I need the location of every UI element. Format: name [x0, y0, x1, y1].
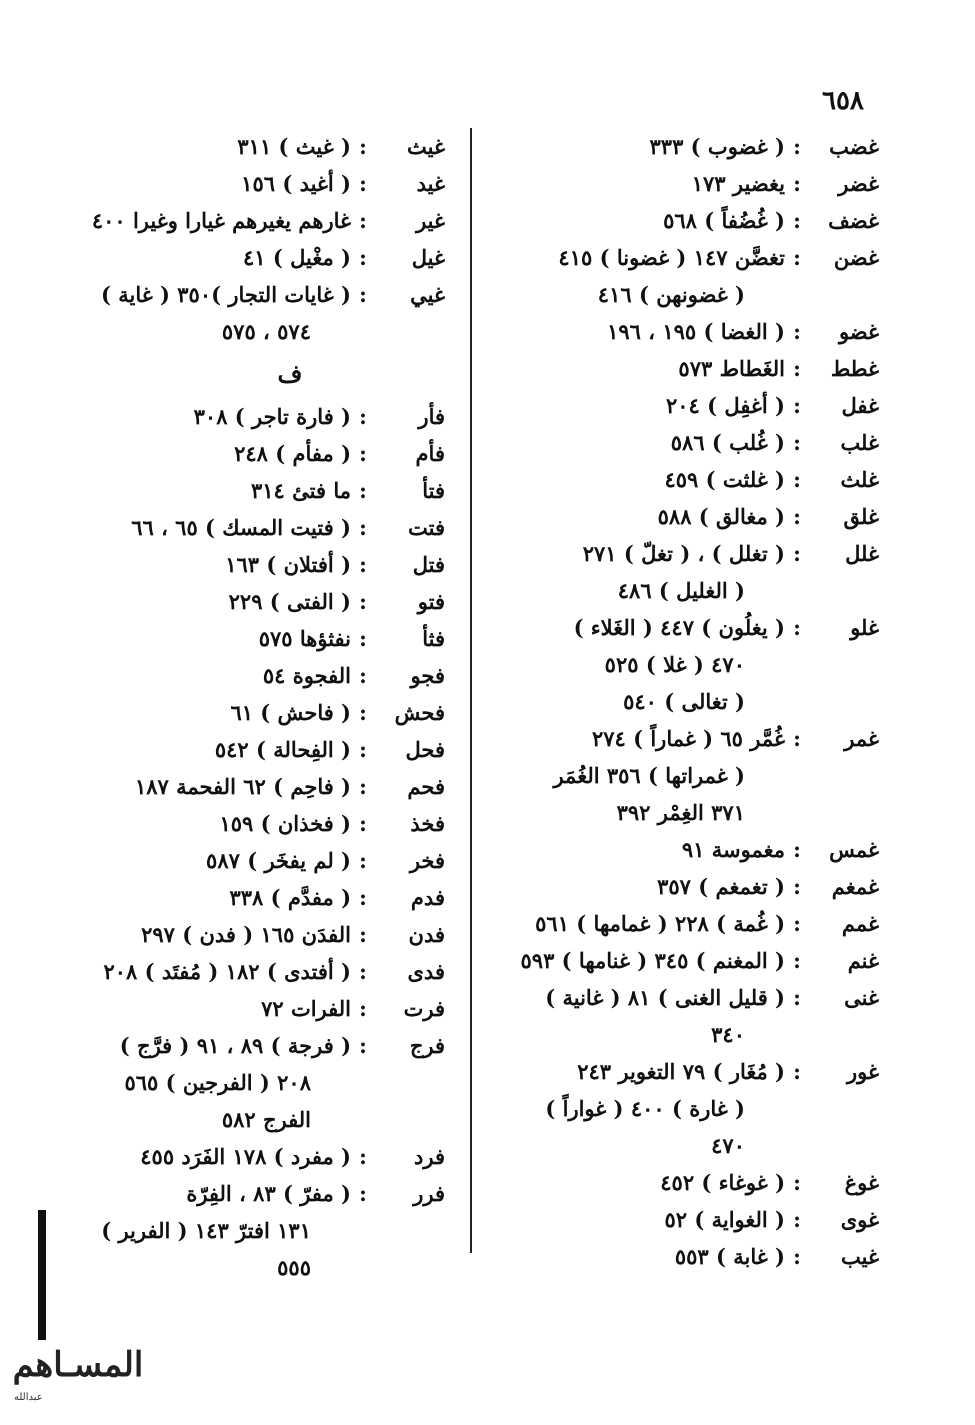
entry-root: غضب	[829, 134, 879, 159]
entry-lines	[55, 657, 351, 694]
entry-line: ( الغواية ) ٥٢	[664, 1207, 785, 1232]
index-entry	[499, 498, 879, 535]
entry-root: فأر	[418, 404, 445, 429]
index-entry	[55, 990, 445, 1027]
entry-line: ٣٤٠	[711, 1022, 745, 1047]
entry-root: فرر	[413, 1181, 445, 1206]
entry-line: الفرات ٧٢	[261, 996, 351, 1021]
entry-line: تغضَّن ١٤٧ ( غضونا ) ٤١٥	[558, 245, 785, 270]
entry-root: فحم	[407, 774, 445, 799]
index-entry	[499, 831, 879, 868]
entry-colon: :	[793, 356, 801, 381]
entry-colon: :	[359, 441, 367, 466]
entry-colon: :	[793, 837, 801, 862]
entry-colon: :	[793, 393, 801, 418]
entry-root: فتت	[408, 515, 445, 540]
entry-colon: :	[359, 404, 367, 429]
entry-root: غيد	[416, 171, 445, 196]
entry-root: فخذ	[410, 811, 445, 836]
entry-lines	[55, 398, 351, 435]
entry-line: ( يغلُون ) ٤٤٧ ( الغَلاء )	[573, 615, 785, 640]
entry-colon: :	[359, 700, 367, 725]
entry-line: ( لم يفخَر ) ٥٨٧	[206, 848, 351, 873]
index-entry	[55, 472, 445, 509]
entry-line: ( غابة ) ٥٥٣	[674, 1244, 785, 1269]
index-entry	[55, 546, 445, 583]
index-entry	[499, 313, 879, 350]
index-entry	[55, 879, 445, 916]
entry-lines	[55, 1138, 351, 1175]
entry-colon: :	[793, 874, 801, 899]
entry-line: ٤٧٠ ( غلا ) ٥٢٥	[604, 652, 745, 677]
index-entry	[55, 731, 445, 768]
entry-colon: :	[359, 552, 367, 577]
entry-root: غنى	[844, 985, 879, 1010]
entry-line: ( تغلل ) ، ( تغلّ ) ٢٧١	[582, 541, 785, 566]
entry-line: ( تغمغم ) ٣٥٧	[657, 874, 785, 899]
entry-line: ( فاحش ) ٦١	[230, 700, 351, 725]
entry-line: غارهم يغيرهم غيارا وغيرا ٤٠٠	[91, 208, 351, 233]
index-entry	[499, 1053, 879, 1164]
entry-root: فرد	[414, 1144, 445, 1169]
entry-lines	[499, 979, 785, 1053]
entry-lines	[55, 620, 351, 657]
column-divider	[470, 128, 472, 1253]
index-entry	[55, 239, 445, 276]
entry-lines	[55, 842, 351, 879]
entry-line: الفرج ٥٨٢	[221, 1107, 311, 1132]
index-entry	[55, 128, 445, 165]
entry-lines	[499, 498, 785, 535]
entry-line: ( قليل الغنى ) ٨١ ( غانية )	[545, 985, 785, 1010]
entry-root: غلب	[840, 430, 879, 455]
index-entry	[55, 435, 445, 472]
entry-root: غضر	[838, 171, 879, 196]
index-entry	[499, 1238, 879, 1275]
entry-lines	[55, 879, 351, 916]
entry-root: فرج	[409, 1033, 445, 1058]
entry-line: ( الغضا ) ١٩٥ ، ١٩٦	[607, 319, 785, 344]
index-entry	[55, 694, 445, 731]
entry-root: غيل	[411, 245, 445, 270]
entry-root: غطط	[830, 356, 879, 381]
entry-line: ٣٧١ الغِمْر ٣٩٢	[616, 800, 745, 825]
entry-line: ( أغيد ) ١٥٦	[241, 171, 351, 196]
entry-root: غلل	[845, 541, 879, 566]
entry-root: غير	[416, 208, 445, 233]
entry-colon: :	[359, 134, 367, 159]
entry-line: ( غارة ) ٤٠٠ ( غواراً )	[545, 1096, 745, 1121]
entry-lines	[55, 276, 351, 350]
entry-root: فدم	[410, 885, 445, 910]
entry-lines	[55, 509, 351, 546]
entry-colon: :	[793, 615, 801, 640]
entry-root: غوغ	[844, 1170, 879, 1195]
left-column-top	[55, 128, 445, 350]
entry-colon: :	[359, 515, 367, 540]
index-entry	[55, 916, 445, 953]
entry-line: ( فرجة ) ٨٩ ، ٩١ ( فرَّج )	[119, 1033, 351, 1058]
entry-root: فتأ	[422, 478, 445, 503]
entry-line: الفجوة ٥٤	[262, 663, 351, 688]
entry-line: الفدَن ١٦٥ ( فدن ) ٢٩٧	[141, 922, 351, 947]
entry-lines	[55, 990, 351, 1027]
entry-root: غور	[847, 1059, 879, 1084]
entry-line: ( فارة تاجر ) ٣٠٨	[193, 404, 351, 429]
library-stamp: المسـاهم	[12, 1345, 144, 1385]
entry-lines	[499, 128, 785, 165]
entry-lines	[55, 202, 351, 239]
entry-lines	[499, 1053, 785, 1164]
entry-line: ( تغالى ) ٥٤٠	[623, 689, 745, 714]
entry-root: غمر	[844, 726, 879, 751]
entry-line: ( فتيت المسك ) ٦٥ ، ٦٦	[131, 515, 351, 540]
entry-root: غيي	[410, 282, 445, 307]
entry-line: ( غوغاء ) ٤٥٢	[660, 1170, 785, 1195]
entry-colon: :	[359, 282, 367, 307]
entry-colon: :	[793, 1059, 801, 1084]
entry-root: فأم	[415, 441, 445, 466]
index-entry	[499, 535, 879, 609]
entry-lines	[55, 805, 351, 842]
index-entry	[499, 128, 879, 165]
entry-lines	[55, 1175, 351, 1286]
index-entry	[55, 620, 445, 657]
entry-root: غلث	[840, 467, 879, 492]
entry-line: ( غُمة ) ٢٢٨ ( غمامها ) ٥٦١	[535, 911, 785, 936]
entry-lines	[499, 387, 785, 424]
entry-root: فتو	[417, 589, 445, 614]
entry-colon: :	[793, 726, 801, 751]
entry-colon: :	[793, 430, 801, 455]
entry-line: ( مغالق ) ٥٨٨	[657, 504, 785, 529]
entry-lines	[499, 1164, 785, 1201]
entry-lines	[499, 609, 785, 720]
right-column	[499, 128, 879, 1275]
index-entry	[499, 868, 879, 905]
entry-lines	[499, 350, 785, 387]
index-entry	[55, 1138, 445, 1175]
entry-lines	[499, 239, 785, 313]
entry-line: ( غيث ) ٣١١	[237, 134, 351, 159]
entry-line: ( أفتلان ) ١٦٣	[225, 552, 351, 577]
index-entry	[499, 1164, 879, 1201]
index-entry	[499, 461, 879, 498]
entry-lines	[499, 868, 785, 905]
entry-line: ( غضونهن ) ٤١٦	[597, 282, 745, 307]
index-entry	[55, 768, 445, 805]
entry-colon: :	[793, 134, 801, 159]
entry-colon: :	[793, 171, 801, 196]
entry-root: غيث	[407, 134, 445, 159]
entry-colon: :	[793, 504, 801, 529]
entry-line: نفثؤها ٥٧٥	[258, 626, 351, 651]
entry-lines	[55, 472, 351, 509]
entry-lines	[499, 202, 785, 239]
entry-line: ( الفتى ) ٢٢٩	[228, 589, 351, 614]
entry-line: ( الفِحالة ) ٥٤٢	[214, 737, 351, 762]
entry-line: ( غضوب ) ٣٣٣	[649, 134, 785, 159]
index-entry	[55, 583, 445, 620]
index-entry	[55, 276, 445, 350]
entry-root: فثأ	[422, 626, 445, 651]
entry-root: فرت	[403, 996, 445, 1021]
entry-root: فخر	[409, 848, 445, 873]
entry-lines	[55, 916, 351, 953]
entry-line: ( مفأم ) ٢٤٨	[234, 441, 351, 466]
entry-root: فدن	[408, 922, 445, 947]
index-entry	[499, 1201, 879, 1238]
entry-line: ( أفتدى ) ١٨٢ ( مُفتَد ) ٢٠٨	[103, 959, 351, 984]
index-entry	[499, 609, 879, 720]
page-edge-bar	[38, 1210, 46, 1340]
entry-root: غفل	[841, 393, 879, 418]
entry-root: غلو	[850, 615, 879, 640]
entry-root: فدى	[407, 959, 445, 984]
entry-colon: :	[359, 171, 367, 196]
index-entry	[499, 350, 879, 387]
index-entry	[499, 905, 879, 942]
entry-lines	[499, 461, 785, 498]
entry-line: ( فاحِم ) ٦٢ الفحمة ١٨٧	[134, 774, 351, 799]
entry-lines	[55, 239, 351, 276]
entry-colon: :	[793, 1244, 801, 1269]
entry-colon: :	[359, 774, 367, 799]
entry-colon: :	[793, 948, 801, 973]
left-column-bottom	[55, 398, 445, 1286]
entry-root: فجو	[410, 663, 445, 688]
entry-root: فحش	[394, 700, 445, 725]
entry-colon: :	[359, 245, 367, 270]
entry-colon: :	[793, 541, 801, 566]
entry-colon: :	[793, 319, 801, 344]
entry-line: ما فتئ ٣١٤	[251, 478, 351, 503]
entry-root: غوى	[840, 1207, 879, 1232]
entry-lines	[55, 165, 351, 202]
entry-lines	[499, 720, 785, 831]
entry-line: ( فخذان ) ١٥٩	[219, 811, 351, 836]
entry-colon: :	[359, 1144, 367, 1169]
entry-line: ( الغليل ) ٤٨٦	[617, 578, 745, 603]
entry-line: ( غُضُفاً ) ٥٦٨	[663, 208, 785, 233]
entry-colon: :	[793, 985, 801, 1010]
entry-lines	[499, 165, 785, 202]
entry-lines	[55, 435, 351, 472]
entry-colon: :	[359, 478, 367, 503]
entry-line: ( غايات التجار )٣٥٠ ( غاية )	[100, 282, 351, 307]
entry-lines	[55, 731, 351, 768]
entry-root: فحل	[405, 737, 445, 762]
entry-line: ( غلثت ) ٤٥٩	[664, 467, 785, 492]
library-stamp-sub: عبدالله	[14, 1392, 43, 1403]
entry-root: غمم	[841, 911, 879, 936]
index-entry	[55, 657, 445, 694]
index-entry	[55, 1175, 445, 1286]
entry-line: مغموسة ٩١	[681, 837, 785, 862]
index-entry	[499, 720, 879, 831]
entry-lines	[499, 424, 785, 461]
entry-lines	[499, 942, 785, 979]
entry-line: ٤٧٠	[711, 1133, 745, 1158]
entry-line: ( غُلب ) ٥٨٦	[670, 430, 785, 455]
entry-colon: :	[359, 589, 367, 614]
entry-line: ٢٠٨ ( الفرجين ) ٥٦٥	[124, 1070, 311, 1095]
entry-root: غنم	[847, 948, 879, 973]
entry-colon: :	[793, 467, 801, 492]
entry-root: غلق	[843, 504, 879, 529]
entry-line: ( مفرّ ) ٨٣ ، الفِرّة	[186, 1181, 351, 1206]
entry-line: ( أغفِل ) ٢٠٤	[666, 393, 785, 418]
index-entry	[55, 805, 445, 842]
entry-lines	[55, 583, 351, 620]
entry-lines	[499, 535, 785, 609]
entry-colon: :	[359, 663, 367, 688]
entry-colon: :	[359, 922, 367, 947]
entry-root: فتل	[412, 552, 445, 577]
entry-colon: :	[359, 1181, 367, 1206]
entry-colon: :	[359, 208, 367, 233]
entry-lines	[499, 905, 785, 942]
entry-root: غمس	[829, 837, 879, 862]
entry-line: ( غمراتها ) ٣٥٦ الغُمَر	[553, 763, 745, 788]
entry-lines	[499, 831, 785, 868]
entry-lines	[55, 546, 351, 583]
entry-colon: :	[793, 911, 801, 936]
entry-line: ( المغنم ) ٣٤٥ ( غنامها ) ٥٩٣	[520, 948, 785, 973]
entry-root: غيب	[841, 1244, 879, 1269]
entry-lines	[55, 953, 351, 990]
entry-line: ( مُغَار ) ٧٩ التغوير ٢٤٣	[577, 1059, 785, 1084]
entry-colon: :	[359, 811, 367, 836]
entry-line: يغضير ١٧٣	[691, 171, 785, 196]
entry-lines	[499, 1201, 785, 1238]
entry-root: غضن	[833, 245, 879, 270]
left-column	[55, 128, 445, 1286]
index-entry	[55, 509, 445, 546]
entry-colon: :	[359, 996, 367, 1021]
entry-lines	[55, 1027, 351, 1138]
index-entry	[55, 165, 445, 202]
entry-lines	[499, 1238, 785, 1275]
entry-line: الغَطاط ٥٧٣	[678, 356, 785, 381]
entry-line: ٥٥٥	[277, 1255, 311, 1280]
entry-line: ( مفرد ) ١٧٨ الفَرَد ٤٥٥	[140, 1144, 351, 1169]
index-entry	[499, 239, 879, 313]
entry-lines	[499, 313, 785, 350]
entry-root: غضو	[838, 319, 879, 344]
index-entry	[55, 398, 445, 435]
entry-line: ٥٧٤ ، ٥٧٥	[221, 319, 311, 344]
entry-colon: :	[359, 737, 367, 762]
entry-colon: :	[793, 1170, 801, 1195]
entry-colon: :	[359, 885, 367, 910]
entry-colon: :	[793, 1207, 801, 1232]
entry-line: ( مغْيل ) ٤١	[243, 245, 351, 270]
entry-colon: :	[359, 626, 367, 651]
page-number: ٦٥٨	[822, 86, 864, 116]
index-entry	[55, 202, 445, 239]
entry-root: غضف	[828, 208, 879, 233]
entry-lines	[55, 768, 351, 805]
entry-colon: :	[359, 1033, 367, 1058]
index-entry	[499, 979, 879, 1053]
entry-colon: :	[359, 959, 367, 984]
entry-line: غُمَّر ٦٥ ( غماراً ) ٢٧٤	[591, 726, 785, 751]
index-entry	[499, 942, 879, 979]
index-entry	[499, 424, 879, 461]
index-entry	[499, 165, 879, 202]
entry-colon: :	[359, 848, 367, 873]
index-entry	[55, 953, 445, 990]
entry-line: ( مفدَّم ) ٣٣٨	[229, 885, 351, 910]
index-entry	[55, 842, 445, 879]
entry-colon: :	[793, 245, 801, 270]
entry-root: غمغم	[831, 874, 879, 899]
entry-lines	[55, 128, 351, 165]
entry-line: ١٣١ افترّ ١٤٣ ( الفرير )	[101, 1218, 311, 1243]
index-entry	[499, 202, 879, 239]
letter-header: ف	[277, 359, 303, 388]
entry-colon: :	[793, 208, 801, 233]
entry-lines	[55, 694, 351, 731]
index-entry	[55, 1027, 445, 1138]
index-entry	[499, 387, 879, 424]
